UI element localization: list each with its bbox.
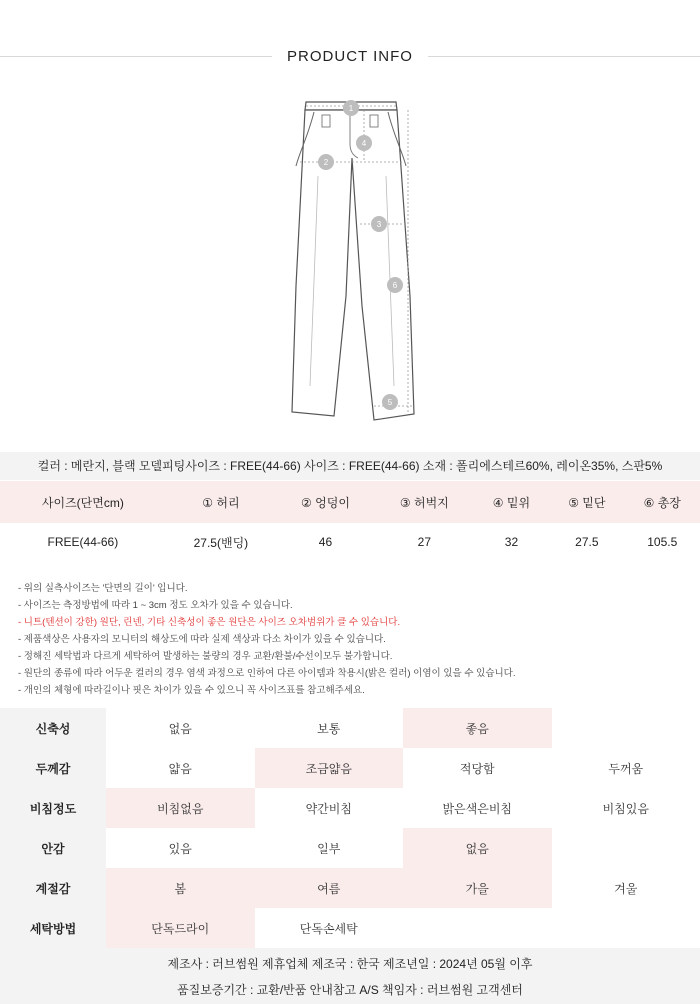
table-row bbox=[0, 708, 700, 748]
section-title: PRODUCT INFO bbox=[287, 48, 413, 65]
fabric-properties-table bbox=[0, 708, 700, 948]
pants-illustration bbox=[270, 96, 430, 426]
table-row bbox=[0, 788, 700, 828]
size-header-cell: ④ 밑위 bbox=[474, 481, 549, 523]
property-option-selected: 비침없음 bbox=[106, 788, 255, 828]
property-option: 약간비침 bbox=[305, 801, 352, 816]
size-header-cell: ② 엉덩이 bbox=[276, 481, 375, 523]
list-item: - 사이즈는 측정방법에 따라 1 ~ 3cm 정도 오차가 있을 수 있습니다. bbox=[18, 600, 293, 611]
property-option-selected: 조금얇음 bbox=[255, 748, 404, 788]
property-option bbox=[552, 708, 700, 748]
property-option: 적당함 bbox=[459, 761, 495, 776]
list-item: - 원단의 종류에 따라 어두운 컬러의 경우 염색 과정으로 인하여 다른 아이템과 착용시(밝은 컬러) 이염이 있을 수 있습니다. bbox=[18, 668, 516, 679]
list-item-warning: - 니트(텐션이 강한) 원단, 린넨, 기타 신축성이 좋은 원단은 사이즈 오차범위가 클 수 있습니다. bbox=[18, 617, 401, 628]
marker-6-label: 6 bbox=[392, 281, 398, 290]
size-value-cell: 105.5 bbox=[647, 535, 678, 549]
property-option-selected: 여름 bbox=[255, 868, 404, 908]
size-value-cell: 46 bbox=[318, 535, 333, 549]
product-info-strip: 컬러 : 메란지, 블랙 모델피팅사이즈 : FREE(44-66) 사이즈 : FREE(44-66) 소재 : 폴리에스테르60%, 레이온35%, 스판5% bbox=[0, 452, 700, 480]
property-label: 계절감 bbox=[0, 868, 106, 908]
property-option: 얇음 bbox=[168, 761, 192, 776]
property-option bbox=[552, 908, 700, 948]
size-header-cell: ③ 허벅지 bbox=[375, 481, 474, 523]
table-row bbox=[0, 828, 700, 868]
size-header-cell: ⑤ 밑단 bbox=[549, 481, 624, 523]
property-label: 세탁방법 bbox=[0, 908, 106, 948]
table-row bbox=[0, 523, 700, 561]
property-label: 신축성 bbox=[0, 708, 106, 748]
size-header-cell: ⑥ 총장 bbox=[625, 481, 700, 523]
section-header bbox=[0, 44, 700, 70]
marker-4-label: 4 bbox=[361, 139, 367, 148]
property-option: 있음 bbox=[168, 841, 192, 856]
size-value-cell: 32 bbox=[504, 535, 519, 549]
size-table-header bbox=[0, 481, 700, 523]
manufacturer-line: 제조사 : 러브썸원 제휴업체 제조국 : 한국 제조년일 : 2024년 05월 이후 bbox=[167, 957, 533, 971]
property-option bbox=[552, 828, 700, 868]
marker-3-label: 3 bbox=[376, 220, 382, 229]
property-option-selected: 좋음 bbox=[403, 708, 552, 748]
marker-5-label: 5 bbox=[387, 398, 393, 407]
table-row bbox=[0, 748, 700, 788]
table-row bbox=[0, 868, 700, 908]
header-divider-right bbox=[428, 56, 700, 57]
property-option: 보통 bbox=[317, 721, 341, 736]
list-item: - 제품색상은 사용자의 모니터의 해상도에 따라 실제 색상과 다소 차이가 있을 수 있습니다. bbox=[18, 634, 386, 645]
size-value-cell: 27.5 bbox=[575, 535, 599, 549]
property-option: 없음 bbox=[168, 721, 192, 736]
property-option: 밝은색은비침 bbox=[442, 801, 513, 816]
table-row bbox=[0, 908, 700, 948]
property-label: 안감 bbox=[0, 828, 106, 868]
property-option: 겨울 bbox=[614, 881, 638, 896]
size-value-cell: 27 bbox=[417, 535, 431, 549]
marker-2-label: 2 bbox=[323, 158, 329, 167]
warranty-line: 품질보증기간 : 교환/반품 안내참고 A/S 책임자 : 러브썸원 고객센터 bbox=[177, 983, 523, 997]
property-option bbox=[403, 908, 552, 948]
property-label: 비침정도 bbox=[0, 788, 106, 828]
property-option-selected: 단독드라이 bbox=[106, 908, 255, 948]
property-option-selected: 봄 bbox=[106, 868, 255, 908]
size-value-cell: 27.5(밴딩) bbox=[193, 535, 249, 550]
size-table bbox=[0, 481, 700, 561]
property-label: 두께감 bbox=[0, 748, 106, 788]
property-option-selected: 가을 bbox=[403, 868, 552, 908]
size-header-cell: 사이즈(단면cm) bbox=[0, 481, 166, 523]
size-header-cell: ① 허리 bbox=[166, 481, 276, 523]
manufacturer-footer bbox=[0, 948, 700, 1004]
property-option: 두꺼움 bbox=[608, 761, 644, 776]
list-item: - 정해진 세탁법과 다르게 세탁하여 발생하는 불량의 경우 교환/환불/수선이모두 불가합니다. bbox=[18, 651, 393, 662]
property-option: 일부 bbox=[317, 841, 341, 856]
size-value-cell: FREE(44-66) bbox=[47, 535, 119, 549]
marker-1-label: 1 bbox=[348, 104, 354, 113]
pants-diagram bbox=[270, 96, 430, 426]
property-option: 비침있음 bbox=[602, 801, 649, 816]
property-option-selected: 없음 bbox=[403, 828, 552, 868]
list-item: - 위의 실측사이즈는 '단면의 길이' 입니다. bbox=[18, 583, 188, 594]
size-notes bbox=[18, 580, 688, 699]
list-item: - 개인의 체형에 따라길이나 핏은 차이가 있을 수 있으니 꼭 사이즈표를 참고해주세요. bbox=[18, 685, 365, 696]
property-option: 단독손세탁 bbox=[299, 921, 358, 936]
